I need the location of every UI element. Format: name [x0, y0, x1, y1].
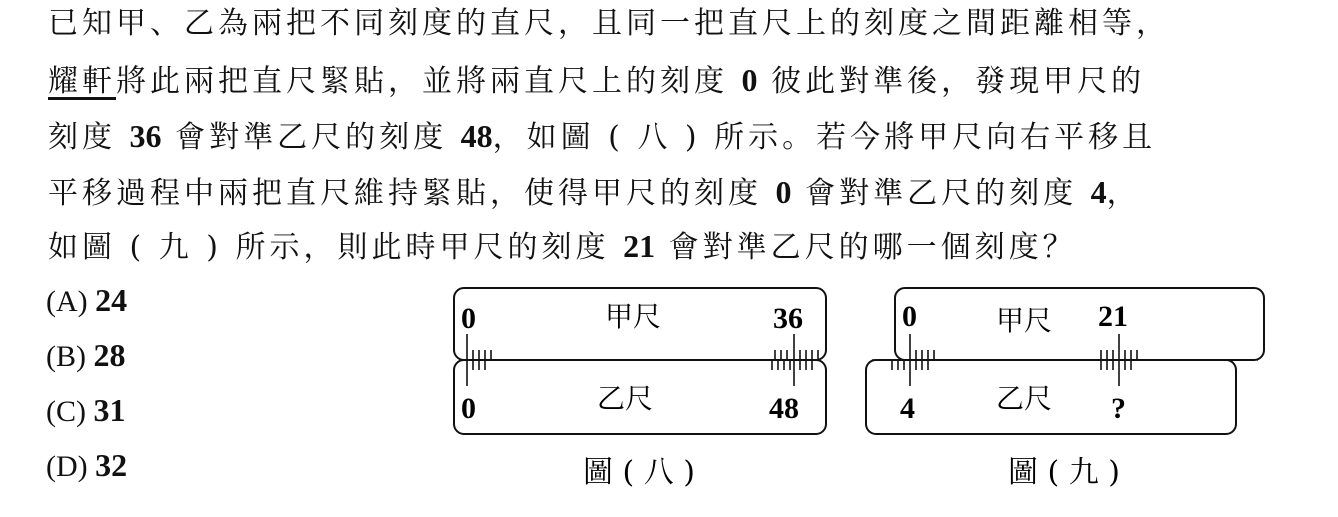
figure-caption: 圖 ( 九 ): [1008, 455, 1121, 490]
ruler-b-name: 乙尺: [996, 382, 1053, 415]
ruler-a-left-label: 0: [902, 300, 917, 333]
figure-9: [860, 280, 1270, 500]
number: 0: [775, 174, 792, 210]
option-label: (C): [46, 395, 86, 428]
option-label: (A): [46, 285, 88, 318]
question-text: 會對準乙尺的刻度: [161, 120, 461, 155]
figure-caption: 圖 ( 八 ): [583, 455, 696, 490]
question-text: 會對準乙尺的哪一個刻度？: [655, 230, 1077, 265]
question-text: 將此兩把直尺緊貼，並將兩直尺上的刻度: [116, 64, 742, 99]
question-line-1: [48, 0, 1170, 48]
number: 21: [623, 228, 656, 264]
ruler-a-mark-label: 21: [1098, 300, 1128, 333]
option-value: 24: [95, 282, 128, 318]
number: 36: [129, 118, 162, 154]
question-text: 彼此對準後，發現甲尺的: [757, 64, 1146, 99]
question-line-3: [48, 112, 1156, 160]
ruler-b-name: 乙尺: [597, 382, 654, 415]
option-d[interactable]: [46, 445, 127, 487]
question-line-5: [48, 222, 1077, 270]
option-value: 31: [93, 392, 126, 428]
question-text: 刻度: [48, 120, 130, 155]
ruler-b-right-label: 48: [769, 392, 799, 425]
question-line-4: [48, 168, 1141, 216]
option-c[interactable]: [46, 390, 126, 432]
ruler-a: [895, 288, 1264, 360]
question-text: 平移過程中兩把直尺維持緊貼，使得甲尺的刻度: [48, 176, 776, 211]
question-text: 如圖 ( 九 ) 所示，則此時甲尺的刻度: [48, 230, 624, 265]
question-text: 已知甲、乙為兩把不同刻度的直尺，且同一把直尺上的刻度之間距離相等，: [48, 6, 1170, 41]
option-value: 28: [93, 337, 126, 373]
ruler-b-unknown-label: ?: [1111, 392, 1126, 425]
ruler-a-name: 甲尺: [605, 300, 662, 333]
question-text: 會對準乙尺的刻度: [791, 176, 1091, 211]
option-value: 32: [95, 447, 128, 483]
ruler-a-right-label: 36: [773, 302, 803, 335]
option-a[interactable]: [46, 280, 127, 322]
figure-8: [445, 280, 840, 500]
ruler-b-left-label: 0: [461, 392, 476, 425]
ruler-a-left-label: 0: [461, 302, 476, 335]
number: 48: [460, 118, 493, 154]
ruler-a-name: 甲尺: [996, 304, 1053, 337]
option-b[interactable]: [46, 335, 126, 377]
number: 0: [741, 62, 758, 98]
ruler-b-left-label: 4: [900, 392, 915, 425]
person-name: 耀軒: [48, 64, 116, 99]
option-label: (B): [46, 340, 86, 373]
number: 4: [1090, 174, 1107, 210]
option-label: (D): [46, 450, 88, 483]
question-text: ，: [1106, 176, 1141, 211]
question-text: ，如圖 ( 八 ) 所示。若今將甲尺向右平移且: [492, 120, 1157, 155]
question-line-2: [48, 56, 1145, 104]
